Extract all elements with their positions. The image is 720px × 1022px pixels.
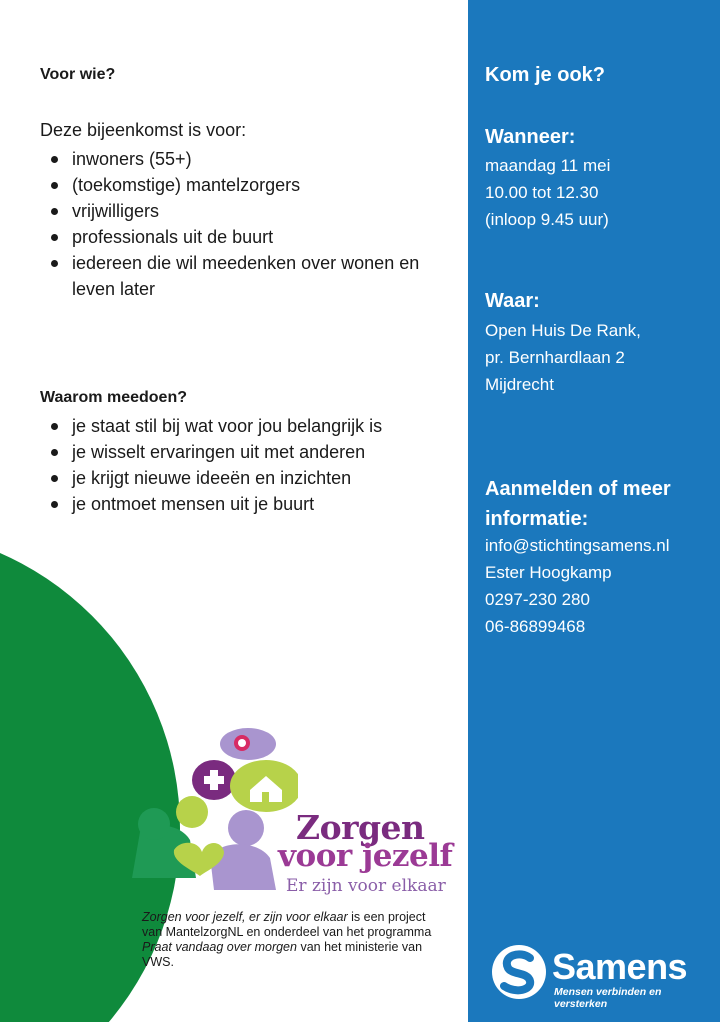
samens-logo [490, 944, 712, 1010]
logo-tagline: Er zijn voor elkaar [286, 876, 446, 896]
footnote [142, 910, 442, 970]
waar-details [485, 317, 641, 398]
wanneer-heading: Wanneer: [485, 126, 576, 148]
zorgen-voor-jezelf-logo [118, 728, 458, 908]
list-item: (toekomstige) mantelzorgers [40, 172, 420, 198]
samens-s-icon [490, 944, 548, 1000]
aanmelden-details [485, 532, 670, 640]
list-item: vrijwilligers [40, 198, 420, 224]
wanneer-details [485, 152, 610, 233]
aanmelden-heading [485, 474, 671, 534]
wanneer-line: maandag 11 mei [485, 156, 611, 175]
voor-wie-heading: Voor wie? [40, 66, 116, 83]
list-item: je krijgt nieuwe ideeën en inzichten [40, 465, 460, 491]
voor-wie-intro: Deze bijeenkomst is voor: [40, 120, 247, 140]
waar-heading: Waar: [485, 290, 540, 312]
list-item: professionals uit de buurt [40, 224, 420, 250]
contact-mobile: 06-86899468 [485, 617, 586, 636]
list-item: je ontmoet mensen uit je buurt [40, 491, 460, 517]
list-item: je staat stil bij wat voor jou belangrijk is [40, 413, 460, 439]
samens-tagline: Mensen verbinden en versterken [554, 986, 662, 1010]
footnote-part1: Zorgen voor jezelf, er zijn voor elkaar [142, 910, 348, 924]
waarom-heading: Waarom meedoen? [40, 389, 187, 406]
list-item: iedereen die wil meedenken over wonen en leven later [40, 250, 420, 302]
voor-wie-list [40, 146, 420, 302]
waar-line: Mijdrecht [485, 375, 554, 394]
samens-wordmark: Samens [552, 946, 688, 987]
waar-line: Open Huis De Rank, [485, 321, 641, 340]
waar-line: pr. Bernhardlaan 2 [485, 348, 625, 367]
people-with-bubbles-icon [118, 728, 298, 898]
right-panel [468, 0, 720, 1022]
kom-je-ook-title: Kom je ook? [485, 64, 606, 86]
waarom-list [40, 413, 460, 517]
logo-title-line2: voor jezelf [278, 838, 453, 874]
footnote-part2: is een project van MantelzorgNL en onderdeel van het programma [142, 910, 432, 939]
list-item: inwoners (55+) [40, 146, 420, 172]
aanmelden-heading-line2: informatie: [485, 508, 589, 530]
aanmelden-heading-line1: Aanmelden of meer [485, 478, 671, 500]
contact-email-link[interactable]: info@stichtingsamens.nl [485, 536, 670, 555]
wanneer-line: 10.00 tot 12.30 [485, 183, 599, 202]
list-item: je wisselt ervaringen uit met anderen [40, 439, 460, 465]
contact-phone: 0297-230 280 [485, 590, 590, 609]
footnote-part4: van het ministerie van VWS. [142, 940, 423, 969]
footnote-part3: Praat vandaag over morgen [142, 940, 297, 954]
logo-title-line1: Zorgen [296, 808, 425, 847]
wanneer-line: (inloop 9.45 uur) [485, 210, 609, 229]
contact-name: Ester Hoogkamp [485, 563, 612, 582]
